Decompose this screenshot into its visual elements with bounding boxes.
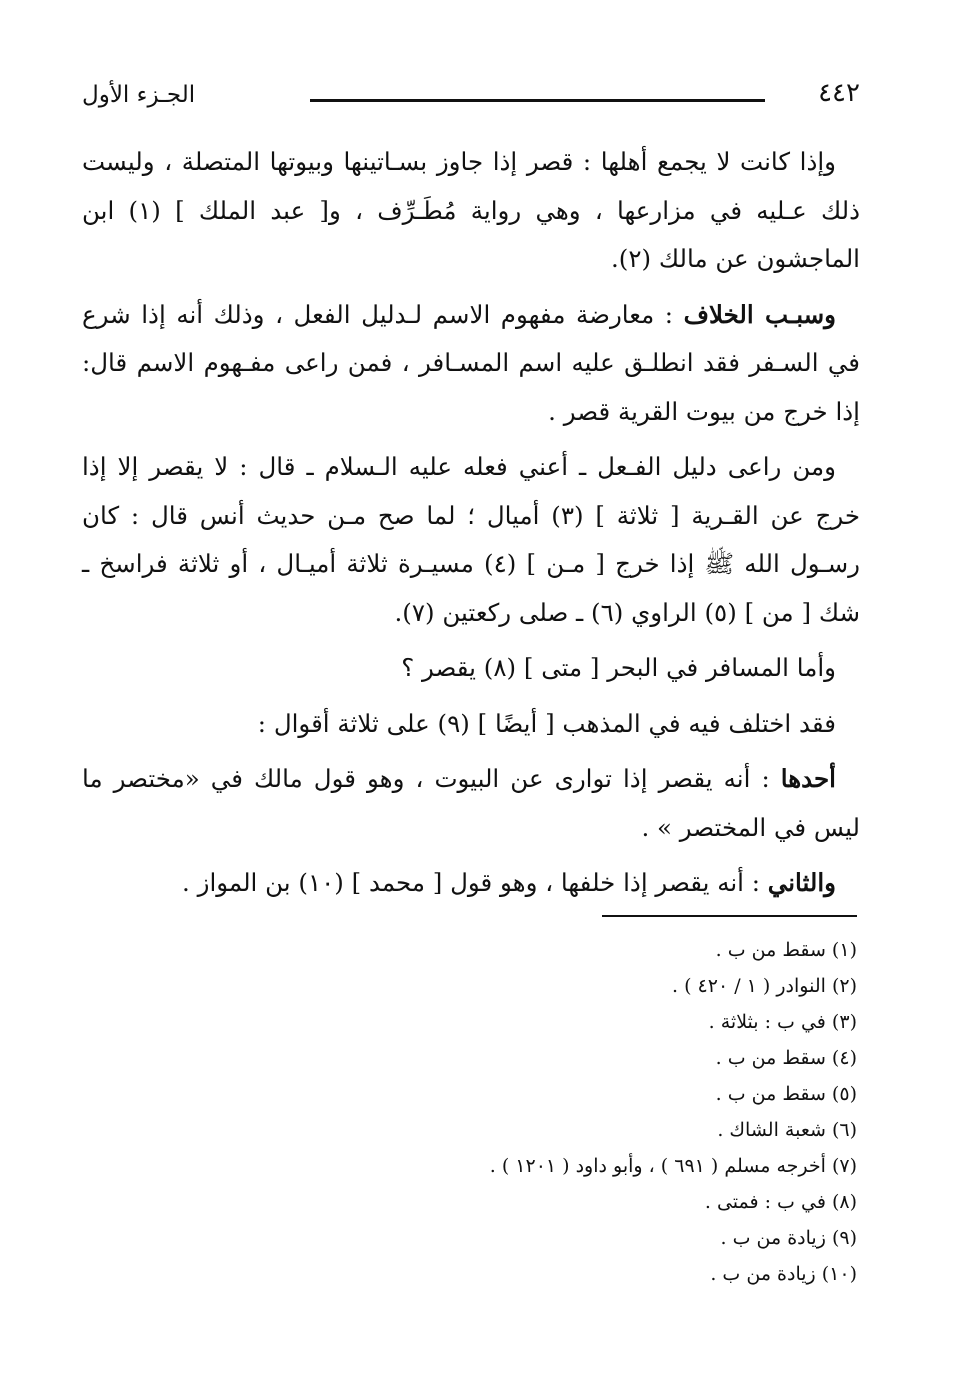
paragraph: وإذا كانت لا يجمع أهلها : قصر إذا جاوز بسـاتينها وبيوتها المتصلة ، وليست ذلك عـليه في مزارعها ، وهي رواية مُطَـرِّف ، و[ عبد الملك ] (١) ابن الماجشون عن مالك (٢). <box>82 147 861 273</box>
footnote: (٥) سقط من ب . <box>715 1083 857 1105</box>
page-header <box>82 78 860 118</box>
footnote: (٨) في ب : فمتى . <box>704 1191 857 1213</box>
paragraph <box>82 291 860 437</box>
paragraph-text: : معارضة مفهوم الاسم لـدليل الفعل ، وذلك أنه إذا شرع في السـفر فقد انطلـق عليه اسم المسـافر ، فمن راعى مفـهوم الاسم قال: إذا خرج من بيوت القرية قصر . <box>82 299 860 426</box>
paragraph-text: : أنه يقصر إذا خلفها ، وهو قول [ محمد ] (١٠) بن المواز . <box>182 868 760 897</box>
footnote: (٤) سقط من ب . <box>715 1047 857 1069</box>
body-text <box>82 138 860 915</box>
paragraph <box>82 859 860 908</box>
paragraph: ومن راعى دليل الفـعل ـ أعني فعله عليه الـسلام ـ قال : لا يقصر إلا إذا خرج عن القـرية [ ثلاثة ] (٣) أميال ؛ لما صح مـن حديث أنس قال : كان رسـول الله ﷺ إذا خرج [ مـن ] (٤) مسيـرة ثلاثة أميـال ، أو ثلاثة فراسخ ـ شك [ من ] (٥) الراوي (٦) ـ صلى ركعتين (٧). <box>82 452 861 627</box>
paragraph-lead: وسبـب الخلاف <box>683 299 836 329</box>
footnote: (١٠) زيادة من ب . <box>710 1263 857 1285</box>
header-rule <box>310 99 765 102</box>
footnote: (٢) النوادر ( ١ / ٤٢٠ ) . <box>672 975 857 997</box>
footnote: (٩) زيادة من ب . <box>720 1227 857 1249</box>
paragraph-lead: أحدها <box>780 764 836 793</box>
footnote: (٦) شعبة الشاك . <box>717 1119 857 1141</box>
footnote: (٧) أخرجه مسلم ( ٦٩١ ) ، وأبو داود ( ١٢٠١ ) . <box>489 1155 857 1177</box>
paragraph <box>82 755 860 852</box>
footnote: (٣) في ب : بثلاثة . <box>708 1011 857 1033</box>
footnote-separator <box>602 915 857 917</box>
running-title: الجـزء الأول <box>82 82 196 108</box>
paragraph: وأما المسافر في البحر [ متى ] (٨) يقصر ؟ <box>401 653 836 682</box>
paragraph-lead: والثاني <box>767 868 836 897</box>
paragraph-text: : أنه يقصر إذا توارى عن البيوت ، وهو قول مالك في «مختصر ما ليس في المختصر » . <box>82 764 860 842</box>
page-number: ٤٤٢ <box>818 78 860 108</box>
footnote: (١) سقط من ب . <box>715 939 857 961</box>
paragraph: فقد اختلف فيه في المذهب [ أيضًا ] (٩) على ثلاثة أقوال : <box>257 708 836 738</box>
footnotes <box>157 932 857 1292</box>
